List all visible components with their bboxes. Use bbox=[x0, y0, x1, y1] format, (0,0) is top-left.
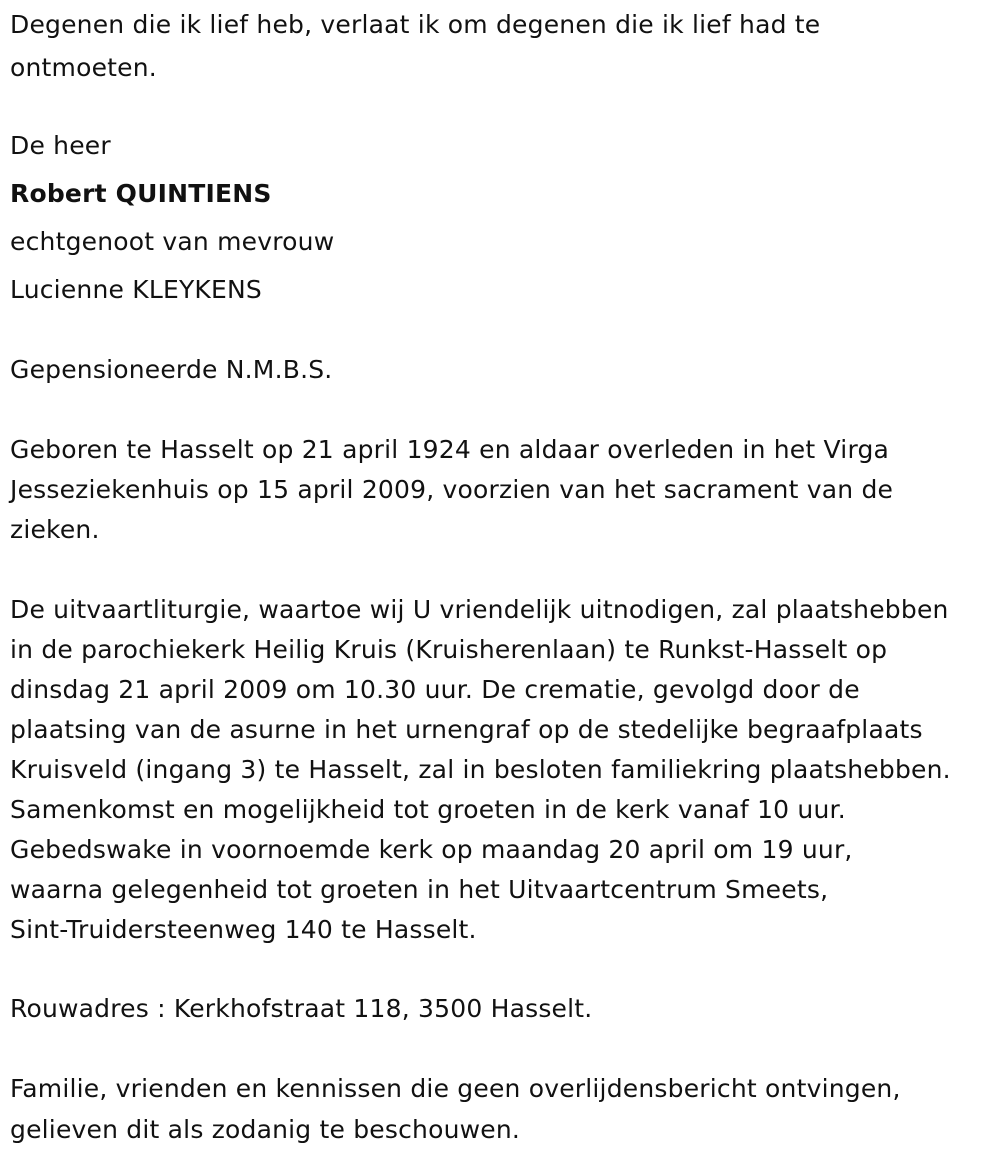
occupation: Gepensioneerde N.M.B.S. bbox=[10, 355, 333, 384]
funeral-line: De uitvaartliturgie, waartoe wij U vriendelijk uitnodigen, zal plaatshebben bbox=[10, 595, 949, 624]
birth-death-line: Jesseziekenhuis op 15 april 2009, voorzien van het sacrament van de bbox=[10, 475, 894, 504]
spouse-intro: echtgenoot van mevrouw bbox=[10, 227, 335, 256]
funeral-line: dinsdag 21 april 2009 om 10.30 uur. De crematie, gevolgd door de bbox=[10, 675, 860, 704]
funeral-line: Samenkomst en mogelijkheid tot groeten in de kerk vanaf 10 uur. bbox=[10, 795, 846, 824]
funeral-line: plaatsing van de asurne in het urnengraf op de stedelijke begraafplaats bbox=[10, 715, 923, 744]
closing-line: Familie, vrienden en kennissen die geen overlijdensbericht ontvingen, bbox=[10, 1074, 901, 1103]
funeral-line: Kruisveld (ingang 3) te Hasselt, zal in besloten familiekring plaatshebben. bbox=[10, 755, 951, 784]
spouse-name: Lucienne KLEYKENS bbox=[10, 275, 262, 304]
funeral-line: in de parochiekerk Heilig Kruis (Kruisherenlaan) te Runkst-Hasselt op bbox=[10, 635, 888, 664]
funeral-line: Gebedswake in voornoemde kerk op maandag 20 april om 19 uur, bbox=[10, 835, 853, 864]
mourning-address: Rouwadres : Kerkhofstraat 118, 3500 Hasselt. bbox=[10, 994, 593, 1023]
funeral-line: waarna gelegenheid tot groeten in het Uitvaartcentrum Smeets, bbox=[10, 875, 829, 904]
closing-line: gelieven dit als zodanig te beschouwen. bbox=[10, 1115, 521, 1144]
motto-line: ontmoeten. bbox=[10, 53, 157, 82]
motto-line: Degenen die ik lief heb, verlaat ik om degenen die ik lief had te bbox=[10, 10, 821, 39]
funeral-line: Sint-Truidersteenweg 140 te Hasselt. bbox=[10, 915, 477, 944]
salutation: De heer bbox=[10, 131, 111, 160]
birth-death-line: zieken. bbox=[10, 515, 100, 544]
birth-death-line: Geboren te Hasselt op 21 april 1924 en aldaar overleden in het Virga bbox=[10, 435, 890, 464]
deceased-name: Robert QUINTIENS bbox=[10, 179, 272, 208]
